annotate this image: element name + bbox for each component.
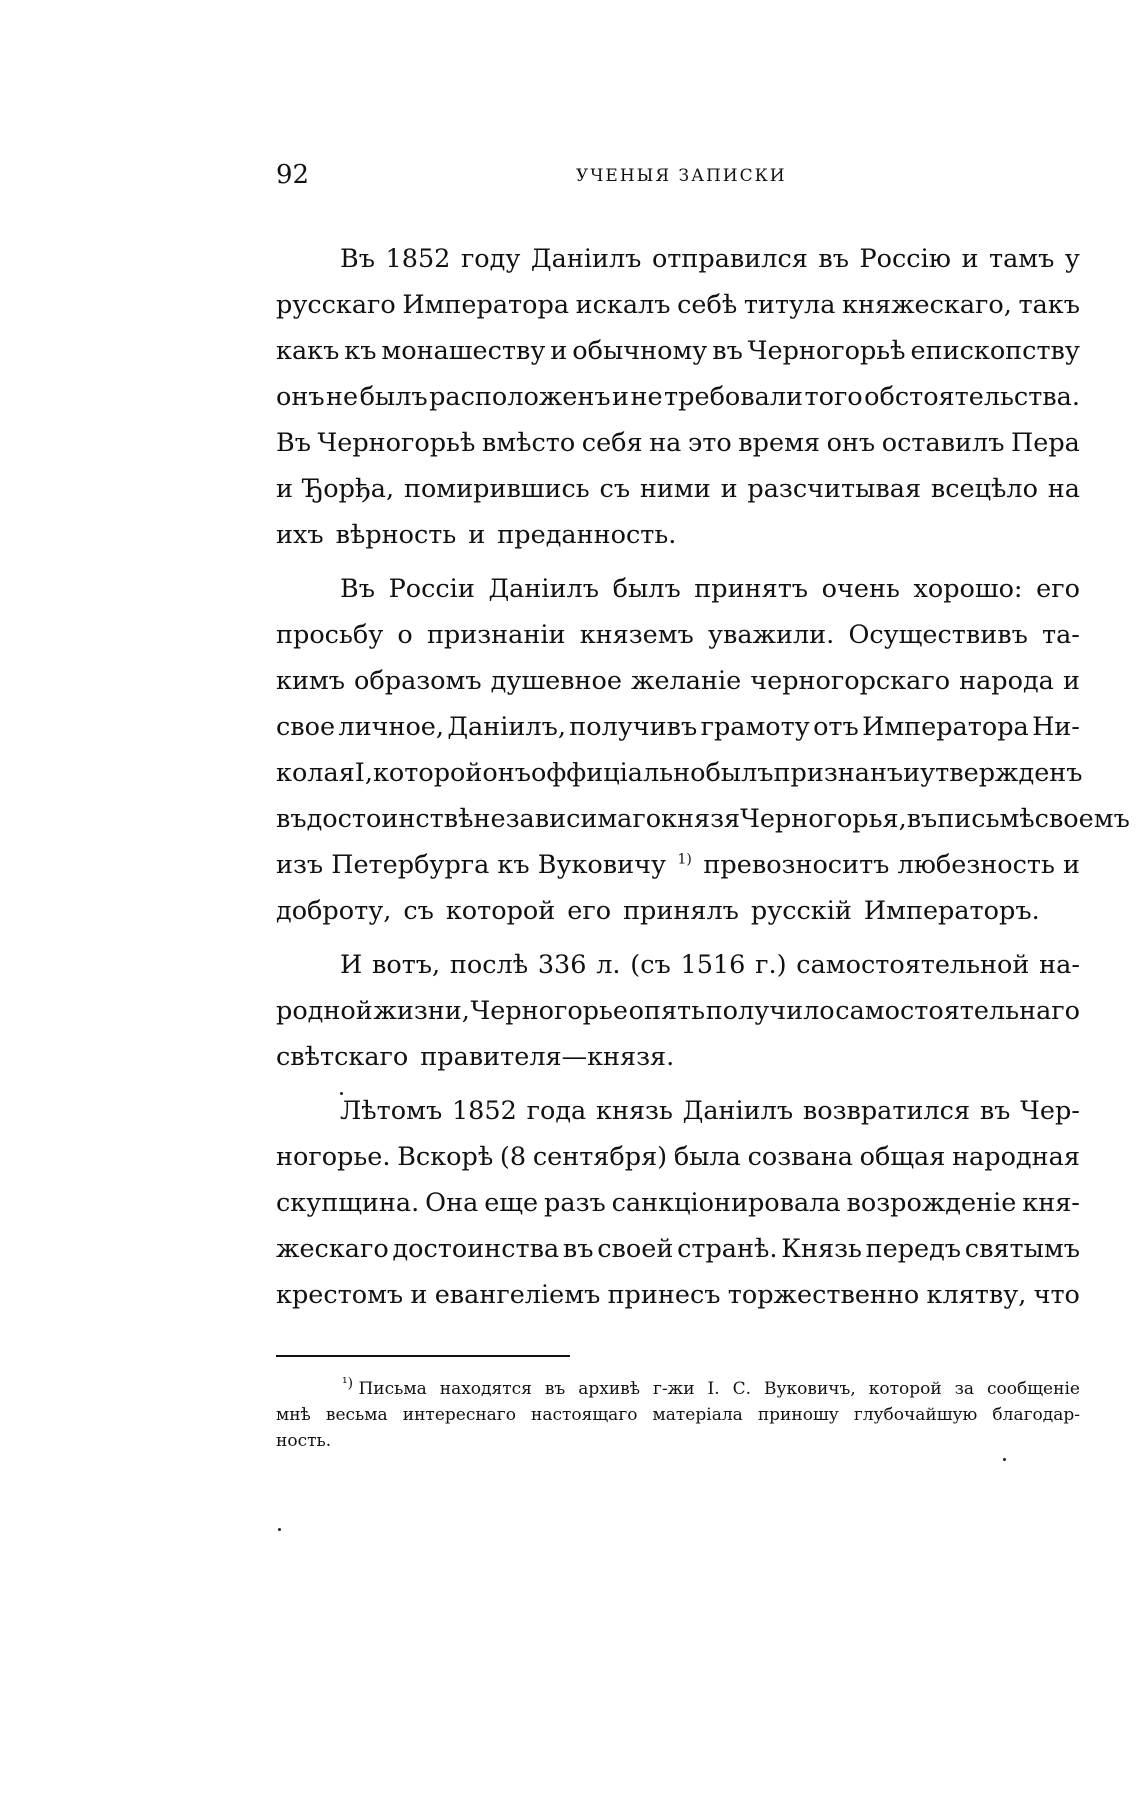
word: его <box>1036 574 1080 604</box>
text-line <box>276 420 1080 466</box>
word: того <box>804 382 863 412</box>
text-line <box>276 988 1080 1034</box>
word: Даніилъ, <box>447 712 566 742</box>
word: хорошо: <box>913 574 1023 604</box>
word: душевное <box>490 666 622 696</box>
word: кимъ <box>276 666 345 696</box>
word: Вуковичъ, <box>764 1379 856 1399</box>
word: получило <box>705 996 835 1026</box>
word: вмѣсто <box>481 428 576 458</box>
word: достоинства <box>392 1234 560 1264</box>
text-line <box>276 1272 1080 1318</box>
word: настоящаго <box>531 1405 638 1425</box>
word: которой <box>868 1379 942 1399</box>
word: русскій <box>750 896 852 926</box>
word: родной <box>276 996 373 1026</box>
word: черногорскаго <box>750 666 951 696</box>
word: которой <box>372 758 483 788</box>
word: г-жи <box>652 1379 695 1399</box>
text-line-with-footnote-ref <box>276 842 1080 888</box>
word: въ <box>906 804 938 834</box>
footnote-line <box>276 1402 1080 1428</box>
word: отъ <box>813 712 859 742</box>
word: мнѣ <box>276 1405 311 1425</box>
word: и <box>903 758 921 788</box>
word: не <box>630 382 663 412</box>
word: года <box>526 1096 587 1126</box>
word: преданность. <box>497 520 677 550</box>
word: не <box>326 382 359 412</box>
text-line <box>276 1180 1080 1226</box>
word: время <box>738 428 820 458</box>
word: скупщина. <box>276 1188 420 1218</box>
word: Россіи <box>388 574 475 604</box>
word: правителя—князя. <box>420 1042 675 1072</box>
word: оставилъ <box>881 428 1005 458</box>
word: приношу <box>757 1405 839 1425</box>
word: находятся <box>439 1379 532 1399</box>
footnote-line <box>342 1376 1080 1402</box>
text-line <box>340 566 1080 612</box>
word: себѣ <box>677 290 738 320</box>
word: вѣрность <box>335 520 457 550</box>
word: всецѣло <box>930 474 1038 504</box>
word: народная <box>952 1142 1080 1172</box>
word: передъ <box>865 1234 962 1264</box>
word: уважили. <box>707 620 835 650</box>
text-line <box>276 466 1080 512</box>
text-segment: изъ Петербурга къ Вуковичу <box>276 850 666 880</box>
word: Въ <box>276 428 311 458</box>
word: жескаго <box>276 1234 389 1264</box>
text-line <box>340 1088 1080 1134</box>
word: письмѣ <box>937 804 1035 834</box>
word: епископству <box>910 336 1080 366</box>
word: клятву, <box>926 1280 1027 1310</box>
word: на- <box>1039 950 1080 980</box>
word: княжескаго, <box>842 290 1012 320</box>
word: л. <box>596 950 621 980</box>
word: евангеліемъ <box>434 1280 601 1310</box>
running-title: УЧЕНЫЯ ЗАПИСКИ <box>576 166 787 186</box>
word: оффиціально <box>530 758 706 788</box>
word: у <box>1064 244 1080 274</box>
word: жизни, <box>373 996 470 1026</box>
word: Императора <box>862 712 1029 742</box>
word: интереснаго <box>402 1405 516 1425</box>
print-speck <box>278 1528 281 1531</box>
word: доброту, <box>276 896 392 926</box>
word: Въ <box>340 574 375 604</box>
word: принесъ <box>607 1280 721 1310</box>
word: сообщеніе <box>987 1379 1080 1399</box>
word: санкціонировала <box>611 1188 841 1218</box>
word: въ <box>544 1379 566 1399</box>
text-line <box>340 942 1080 988</box>
text-line <box>276 328 1080 374</box>
text-line <box>276 1226 1080 1272</box>
word: Она <box>425 1188 479 1218</box>
word: (8 <box>499 1142 527 1172</box>
word: крестомъ <box>276 1280 404 1310</box>
page-number: 92 <box>276 160 310 190</box>
word: странѣ. <box>677 1234 778 1264</box>
word: Лѣтомъ <box>340 1096 443 1126</box>
word: была <box>673 1142 741 1172</box>
text-line <box>276 374 1080 420</box>
word: о <box>397 620 413 650</box>
word: себя <box>581 428 643 458</box>
word: общая <box>859 1142 946 1172</box>
word: ногорье. <box>276 1142 391 1172</box>
word: расположенъ <box>429 382 611 412</box>
word: ность. <box>276 1431 332 1451</box>
word: былъ <box>705 758 774 788</box>
word: Вскорѣ <box>397 1142 494 1172</box>
word: Черногорья, <box>740 804 907 834</box>
print-speck <box>1003 1458 1006 1461</box>
word: Даніилъ <box>530 244 642 274</box>
word: свое <box>276 712 336 742</box>
word: личное, <box>338 712 445 742</box>
word: съ <box>599 474 631 504</box>
word: признанъ <box>773 758 904 788</box>
word: монашеству <box>381 336 546 366</box>
text-line <box>276 750 1083 796</box>
word: въ <box>818 244 849 274</box>
word: глубочайшую <box>853 1405 978 1425</box>
word: послѣ <box>449 950 529 980</box>
word: I, <box>354 758 373 788</box>
word: обычному <box>572 336 708 366</box>
word: титула <box>743 290 836 320</box>
word: 336 <box>537 950 587 980</box>
word: г.) <box>755 950 787 980</box>
print-speck <box>340 1092 343 1095</box>
text-line <box>276 888 1080 934</box>
word: и <box>612 382 630 412</box>
word: очень <box>821 574 900 604</box>
word: Осуществивъ <box>848 620 1028 650</box>
word: Даніилъ <box>682 1096 794 1126</box>
word: признаніи <box>426 620 566 650</box>
word: въ <box>276 804 307 834</box>
word: самостоятельнаго <box>835 996 1080 1026</box>
word: желаніе <box>631 666 742 696</box>
word: и <box>276 474 293 504</box>
word: 1516 <box>680 950 746 980</box>
footnote-line <box>276 1428 1080 1454</box>
word: народа <box>959 666 1054 696</box>
word: за <box>954 1379 975 1399</box>
text-segment: превозноситъ любезность и <box>703 850 1080 880</box>
word: и <box>961 244 979 274</box>
word: возвратился <box>802 1096 971 1126</box>
text-line <box>276 796 1130 842</box>
word: достоинствѣ <box>306 804 474 834</box>
word: И <box>340 950 363 980</box>
word: своей <box>597 1234 674 1264</box>
word: Императоръ. <box>863 896 1040 926</box>
text-line <box>276 612 1080 658</box>
word: требовали <box>664 382 804 412</box>
word: Пера <box>1011 428 1080 458</box>
word: просьбу <box>276 620 384 650</box>
word: свѣтскаго <box>276 1042 409 1072</box>
word: Черногорьѣ <box>747 336 906 366</box>
word: возрожденіе <box>846 1188 1017 1218</box>
word: Въ <box>340 244 375 274</box>
text-line <box>276 282 1080 328</box>
word: Чер- <box>1020 1096 1080 1126</box>
word: Ђорђа, <box>302 474 395 504</box>
word: опять <box>628 996 706 1026</box>
word: въ <box>562 1234 594 1264</box>
word: весьма <box>325 1405 388 1425</box>
text-line <box>276 658 1080 704</box>
word: Черногорье <box>470 996 628 1026</box>
word: тамъ <box>989 244 1055 274</box>
word: благодар- <box>992 1405 1080 1425</box>
word: онъ <box>826 428 876 458</box>
footnote-reference: 1) <box>677 851 692 868</box>
word: какъ <box>276 336 340 366</box>
text-line <box>276 512 1080 558</box>
word: Черногорьѣ <box>317 428 476 458</box>
word: и <box>1062 666 1080 696</box>
word: къ <box>344 336 377 366</box>
word: былъ <box>612 574 681 604</box>
text-line <box>340 236 1080 282</box>
word: былъ <box>359 382 428 412</box>
word: С. <box>732 1379 752 1399</box>
word: и <box>720 474 738 504</box>
word: кня- <box>1022 1188 1080 1218</box>
word: разъ <box>544 1188 606 1218</box>
word: Даніилъ <box>488 574 599 604</box>
word: на <box>649 428 682 458</box>
word: на <box>1047 474 1080 504</box>
word: и <box>468 520 486 550</box>
word: матеріала <box>652 1405 743 1425</box>
word: искалъ <box>575 290 671 320</box>
word: торжественно <box>727 1280 920 1310</box>
page-header <box>276 160 1080 200</box>
word: ними <box>639 474 711 504</box>
word: утвержденъ <box>920 758 1083 788</box>
word: 1852 <box>451 1096 517 1126</box>
word: помирившись <box>403 474 590 504</box>
word: принятъ <box>694 574 809 604</box>
word: $^{^1)}$ Письма <box>342 1375 427 1399</box>
word: ихъ <box>276 520 324 550</box>
text-line <box>276 1034 1080 1080</box>
word: князь <box>596 1096 673 1126</box>
word: та- <box>1041 620 1080 650</box>
word: своемъ <box>1034 804 1130 834</box>
word: это <box>687 428 732 458</box>
text-line <box>276 1134 1080 1180</box>
word: Ни- <box>1032 712 1080 742</box>
word: Россію <box>859 244 951 274</box>
word: которой <box>445 896 556 926</box>
word: получивъ <box>569 712 698 742</box>
word: такъ <box>1018 290 1080 320</box>
word: вотъ, <box>371 950 441 980</box>
word: обстоятельства. <box>864 382 1080 412</box>
word: созвана <box>747 1142 853 1172</box>
word: княземъ <box>579 620 694 650</box>
word: колая <box>276 758 355 788</box>
word: русскаго <box>276 290 396 320</box>
word: сентября) <box>532 1142 668 1172</box>
word: (съ <box>630 950 671 980</box>
word: архивѣ <box>578 1379 640 1399</box>
word: его <box>567 896 612 926</box>
word: грамоту <box>700 712 810 742</box>
word: князя <box>661 804 741 834</box>
footnote-separator <box>276 1355 570 1357</box>
word: отправился <box>651 244 808 274</box>
text-line <box>276 704 1080 750</box>
word: съ <box>403 896 434 926</box>
word: Императора <box>402 290 570 320</box>
word: что <box>1033 1280 1080 1310</box>
word: святымъ <box>964 1234 1080 1264</box>
word: принялъ <box>623 896 739 926</box>
word: образомъ <box>354 666 482 696</box>
word: году <box>460 244 521 274</box>
word: І. <box>707 1379 720 1399</box>
word: 1852 <box>385 244 451 274</box>
word: Князь <box>781 1234 862 1264</box>
word: въ <box>712 336 743 366</box>
word: въ <box>979 1096 1011 1126</box>
word: и <box>550 336 568 366</box>
word: онъ <box>482 758 531 788</box>
word: еще <box>484 1188 539 1218</box>
word: онъ <box>276 382 325 412</box>
word: самостоятельной <box>796 950 1030 980</box>
word: независимаго <box>473 804 662 834</box>
word: разсчитывая <box>747 474 922 504</box>
word: и <box>410 1280 428 1310</box>
